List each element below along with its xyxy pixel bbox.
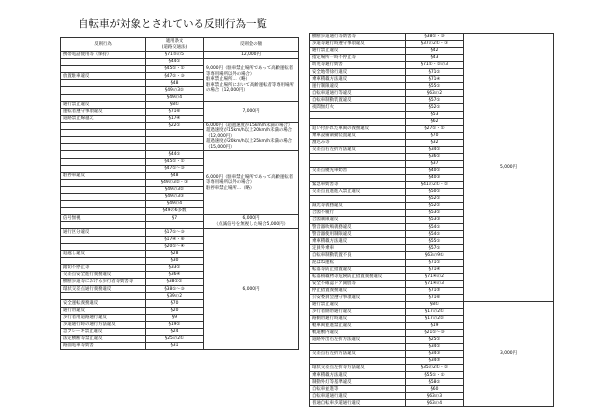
- article-cell: §45①・②: [146, 158, 204, 165]
- article-cell: §20: [146, 307, 204, 314]
- article-cell: §30: [146, 257, 204, 264]
- article-cell: §63の4: [406, 400, 464, 407]
- violation-cell: 踏切不停止等: [61, 264, 146, 271]
- violation-cell: 交差点直進進入禁止違反: [310, 189, 406, 196]
- violation-cell: 駐停車違反: [61, 172, 146, 179]
- table-row: [61, 122, 299, 129]
- violation-cell: 横断歩道通行等妨害等: [310, 34, 406, 41]
- violation-cell: 安全不確認ドア開放等: [310, 280, 406, 287]
- article-cell: §49の4: [146, 94, 204, 101]
- article-cell: [146, 144, 204, 151]
- article-cell: [146, 137, 204, 144]
- violation-cell: 自転車制動装置不良: [310, 252, 406, 259]
- article-cell: §71④の2: [406, 273, 464, 280]
- article-cell: §70: [146, 300, 204, 307]
- article-cell: §17の2①: [406, 308, 464, 315]
- fine-cell: 12,000円: [204, 52, 299, 59]
- violation-cell: 警音器吹鳴義務違反: [310, 224, 406, 231]
- violation-cell: 軽車両並進禁止違反: [310, 322, 406, 329]
- violation-cell: 自転車道通行違反: [310, 393, 406, 400]
- violation-cell: 通行禁止違反: [310, 48, 406, 55]
- article-cell: §53③: [406, 217, 464, 224]
- article-cell: §70: [406, 132, 464, 139]
- article-cell: §52①: [406, 104, 464, 111]
- violation-cell: [61, 293, 146, 300]
- article-cell: §57①: [406, 97, 464, 104]
- article-cell: §20①〜④: [146, 243, 204, 250]
- violation-cell: [310, 344, 406, 351]
- article-cell: §57①: [406, 245, 464, 252]
- article-cell: §34③: [406, 351, 464, 358]
- violation-cell: 追い付かれた車両の義務違反: [310, 125, 406, 132]
- article-cell: §47①〜③: [146, 165, 204, 172]
- article-cell: §53①: [406, 210, 464, 217]
- article-cell: §71⑤: [406, 287, 464, 294]
- article-cell: §40①: [406, 167, 464, 174]
- violation-cell: 普通自転車歩道通行違反: [310, 400, 406, 407]
- violation-cell: 自転車道通行等違反: [310, 90, 406, 97]
- article-cell: §42: [406, 48, 464, 55]
- article-cell: §55①: [406, 238, 464, 245]
- article-cell: §55①・②: [406, 372, 464, 379]
- article-cell: §63の9①: [406, 252, 464, 259]
- violation-cell: 追越し違反: [61, 250, 146, 257]
- article-cell: §49の3②: [146, 87, 204, 94]
- violation-cell: 環状交差点通行義務違反: [61, 286, 146, 293]
- violation-cell: [61, 80, 146, 87]
- violation-cell: 交差点優先車妨害: [310, 167, 406, 174]
- article-cell: §44①: [146, 59, 204, 66]
- fine-cell: 7,000円: [204, 101, 299, 122]
- violation-cell: 歩道通行時の通行方法違反: [61, 321, 146, 328]
- article-cell: §49の4: [146, 201, 204, 208]
- violation-cell: 泥はね運転: [310, 259, 406, 266]
- fine-cell: 6,000円 （点滅信号を無視した場合5,000円）: [204, 215, 299, 229]
- violation-cell: [310, 118, 406, 125]
- violation-cell: 緊急車妨害等: [310, 181, 406, 188]
- violation-cell: 信号無視: [61, 215, 146, 222]
- violation-cell: 自転車並進等: [310, 386, 406, 393]
- violation-cell: [61, 122, 146, 129]
- violation-cell: 交差点右左折方法違反: [310, 351, 406, 358]
- article-cell: §49の3③: [146, 194, 204, 201]
- article-cell: §71④: [406, 76, 464, 83]
- article-cell: §39の2: [146, 293, 204, 300]
- article-cell: §60: [406, 386, 464, 393]
- article-cell: §27①・②: [406, 125, 464, 132]
- article-cell: §37の2①・③: [406, 41, 464, 48]
- violation-cell: [61, 144, 146, 151]
- violation-cell: 通行禁止違反: [61, 101, 146, 108]
- article-cell: §71④の3: [406, 280, 464, 287]
- article-cell: §34⑤: [406, 358, 464, 365]
- fine-cell: 6,000円（駐車禁止場所であって高齢運転者等専用場所以外の場合） 駐停車禁止場所…（略）: [204, 151, 299, 215]
- fine-cell: 9,000円（駐車禁止場所であって高齢運転者等専用場所以外の場合） 駐車禁止場所…（略） 駐車禁止場所において高齢運転者等専用場所の場合（12,000円）: [204, 59, 299, 102]
- violation-cell: 法定横断等禁止違反: [61, 335, 146, 342]
- article-cell: §7: [146, 215, 204, 222]
- fine-cell: 3,000円: [464, 301, 554, 407]
- violation-cell: 合図制限違反: [310, 217, 406, 224]
- article-cell: §50①: [406, 189, 464, 196]
- article-cell: §31: [146, 342, 204, 349]
- article-cell: [146, 222, 204, 229]
- violation-cell: 安全運転義務違反: [61, 300, 146, 307]
- article-cell: §71②: [406, 69, 464, 76]
- article-cell: [146, 130, 204, 137]
- violation-cell: [61, 243, 146, 250]
- article-cell: §37: [406, 160, 464, 167]
- article-cell: §35の2①・②: [406, 365, 464, 372]
- article-cell: §54①: [406, 224, 464, 231]
- violation-cell: 転落等防止措置違反: [310, 266, 406, 273]
- article-cell: §21①〜③: [406, 329, 464, 336]
- violation-cell: 携帯電話使用等（保持）: [61, 52, 146, 59]
- violation-cell: [61, 59, 146, 66]
- article-cell: §71④: [406, 266, 464, 273]
- violation-cell: 公安委員会遵守事項違反: [310, 294, 406, 301]
- violation-cell: 夜間無灯火: [310, 104, 406, 111]
- article-cell: §8①: [406, 301, 464, 308]
- table-row: [61, 59, 299, 66]
- header-violation: 反則行為: [61, 38, 146, 52]
- violation-cell: 道路外出右左折方法違反: [310, 337, 406, 344]
- violation-cell: [310, 160, 406, 167]
- violation-cell: [61, 194, 146, 201]
- article-cell: §25①: [406, 337, 464, 344]
- violation-cell: 自転車制動装置違反: [310, 97, 406, 104]
- violation-cell: [61, 165, 146, 172]
- violation-cell: 運行制限違反: [310, 83, 406, 90]
- violation-cell: [61, 201, 146, 208]
- article-cell: §55①: [406, 83, 464, 90]
- page-title: 自転車が対象とされている反則行為一覧: [78, 18, 267, 30]
- article-cell: §33①: [146, 264, 204, 271]
- table-row: [310, 301, 554, 308]
- violation-cell: 乗車設備制動装置違反: [310, 132, 406, 139]
- violation-cell: 歩行者用道路通行違反: [61, 314, 146, 321]
- violation-cell: [61, 66, 146, 73]
- violation-cell: 路面電車等妨害: [61, 342, 146, 349]
- violation-cell: 指定場所一時不停止等: [310, 55, 406, 62]
- table-row: [310, 34, 554, 41]
- violation-cell: 合図不履行: [310, 210, 406, 217]
- violation-cell: 軌道敷内違反: [310, 329, 406, 336]
- article-cell: §62: [406, 118, 464, 125]
- violation-cell: [61, 87, 146, 94]
- violation-cell: 警音器使用制限違反: [310, 231, 406, 238]
- article-cell: §34①: [406, 146, 464, 153]
- fine-cell: 6,000円: [204, 229, 299, 350]
- violation-cell: 停止措置義務違反: [310, 287, 406, 294]
- article-cell: §58②: [406, 379, 464, 386]
- table-row: [61, 215, 299, 222]
- table-row: [61, 52, 299, 59]
- violation-cell: 定員外乗車: [310, 245, 406, 252]
- table-header-row: [61, 38, 299, 52]
- violation-cell: [61, 130, 146, 137]
- article-cell: §17の2②: [406, 315, 464, 322]
- violation-cell: [61, 179, 146, 186]
- article-cell: §40③: [406, 174, 464, 181]
- violation-cell: 環状交差点左折等方法違反: [310, 365, 406, 372]
- article-cell: §48: [146, 172, 204, 179]
- violation-cell: 通行区分違反: [61, 229, 146, 236]
- header-article: 適用条文 (道路交通法): [146, 38, 204, 52]
- violation-cell: 横断歩道等における歩行者等妨害等: [61, 279, 146, 286]
- article-cell: §63の2: [406, 90, 464, 97]
- article-cell: §17①〜③: [146, 229, 204, 236]
- violation-cell: [310, 111, 406, 118]
- violation-cell: [310, 153, 406, 160]
- article-cell: §53: [406, 111, 464, 118]
- violation-cell: [61, 257, 146, 264]
- violation-cell: 乗車積載方法違反: [310, 372, 406, 379]
- fine-cell: 5,000円: [464, 34, 554, 302]
- left-table-body: [61, 52, 299, 350]
- article-cell: §49の6多数: [146, 208, 204, 215]
- article-cell: §32: [406, 139, 464, 146]
- article-cell: §25の2①: [146, 335, 204, 342]
- table-row: [61, 151, 299, 158]
- article-cell: §52①: [406, 196, 464, 203]
- header-fine: 反則金の額: [204, 38, 299, 52]
- right-fine-table: [309, 33, 554, 407]
- violation-cell: 減光等義務違反: [310, 203, 406, 210]
- violation-cell: [61, 158, 146, 165]
- article-cell: §38①・③: [406, 34, 464, 41]
- right-table-body: [310, 34, 554, 407]
- violation-cell: 交差点右左折方法違反: [310, 146, 406, 153]
- article-cell: §28: [146, 250, 204, 257]
- violation-cell: 歩道等通行時遵守事項違反: [310, 41, 406, 48]
- article-cell: §38①〜③: [146, 286, 204, 293]
- violation-cell: 路側帯通行時違反: [310, 315, 406, 322]
- article-cell: §19②: [146, 321, 204, 328]
- article-cell: §17④・⑥: [146, 236, 204, 243]
- violation-cell: 乗車積載方法違反: [310, 76, 406, 83]
- violation-cell: 歩行者側帯通行違反: [310, 308, 406, 315]
- violation-cell: 通行帯違反: [61, 307, 146, 314]
- violation-cell: [61, 94, 146, 101]
- article-cell: §41の2①・②: [406, 181, 464, 188]
- article-cell: §71⑥: [406, 294, 464, 301]
- article-cell: §36①: [406, 153, 464, 160]
- article-cell: §52②: [406, 203, 464, 210]
- violation-cell: [310, 196, 406, 203]
- left-fine-table: [60, 37, 299, 350]
- table-row: [61, 229, 299, 236]
- violation-cell: [61, 236, 146, 243]
- violation-cell: 運転者遵守事項違反: [61, 108, 146, 115]
- article-cell: §9: [146, 314, 204, 321]
- violation-cell: [310, 358, 406, 365]
- article-cell: §71⑥: [146, 108, 204, 115]
- article-cell: §48: [146, 80, 204, 87]
- violation-cell: 幼児等通行妨害: [310, 62, 406, 69]
- fine-cell: 6,000円（超過速度が15km/h未満の場合） 超過速度が15km/h以上20km/h未満の場合 （12,000円） 超過速度が20km/h以上25km/h未満の場合 （15,000円）: [204, 122, 299, 151]
- article-cell: §34①: [406, 344, 464, 351]
- violation-cell: [61, 222, 146, 229]
- article-cell: §49の3②: [146, 186, 204, 193]
- violation-cell: 放置駐車違反: [61, 73, 146, 80]
- violation-cell: [61, 208, 146, 215]
- article-cell: §71①・②の3: [406, 62, 464, 69]
- article-cell: §8①: [146, 101, 204, 108]
- violation-cell: [310, 174, 406, 181]
- article-cell: §71⑤の5: [146, 52, 204, 59]
- article-cell: §24: [146, 328, 204, 335]
- article-cell: §49の3②・③: [146, 179, 204, 186]
- violation-cell: 制動外灯等基準違反: [310, 379, 406, 386]
- violation-cell: 道路禁止線越え: [61, 115, 146, 122]
- article-cell: §17④: [146, 115, 204, 122]
- article-cell: §36④: [146, 272, 204, 279]
- violation-cell: [61, 186, 146, 193]
- violation-cell: 乗車積載方法違反: [310, 238, 406, 245]
- table-row: [61, 101, 299, 108]
- article-cell: §43: [406, 55, 464, 62]
- violation-cell: 通行禁止違反: [310, 301, 406, 308]
- article-cell: §54②: [406, 231, 464, 238]
- article-cell: §22①: [146, 122, 204, 129]
- violation-cell: 割込み等: [310, 139, 406, 146]
- violation-cell: 転落積載物等危険防止措置義務違反: [310, 273, 406, 280]
- violation-cell: 交差点安全進行義務違反: [61, 272, 146, 279]
- article-cell: §63の3: [406, 393, 464, 400]
- article-cell: §19: [406, 322, 464, 329]
- article-cell: §38①②: [146, 279, 204, 286]
- violation-cell: 急ブレーキ禁止違反: [61, 328, 146, 335]
- article-cell: §47②・③: [146, 73, 204, 80]
- article-cell: §45①・②: [146, 66, 204, 73]
- article-cell: §44①: [146, 151, 204, 158]
- violation-cell: 安全地帯徐行違反: [310, 69, 406, 76]
- violation-cell: [61, 137, 146, 144]
- article-cell: §71①: [406, 259, 464, 266]
- violation-cell: [61, 151, 146, 158]
